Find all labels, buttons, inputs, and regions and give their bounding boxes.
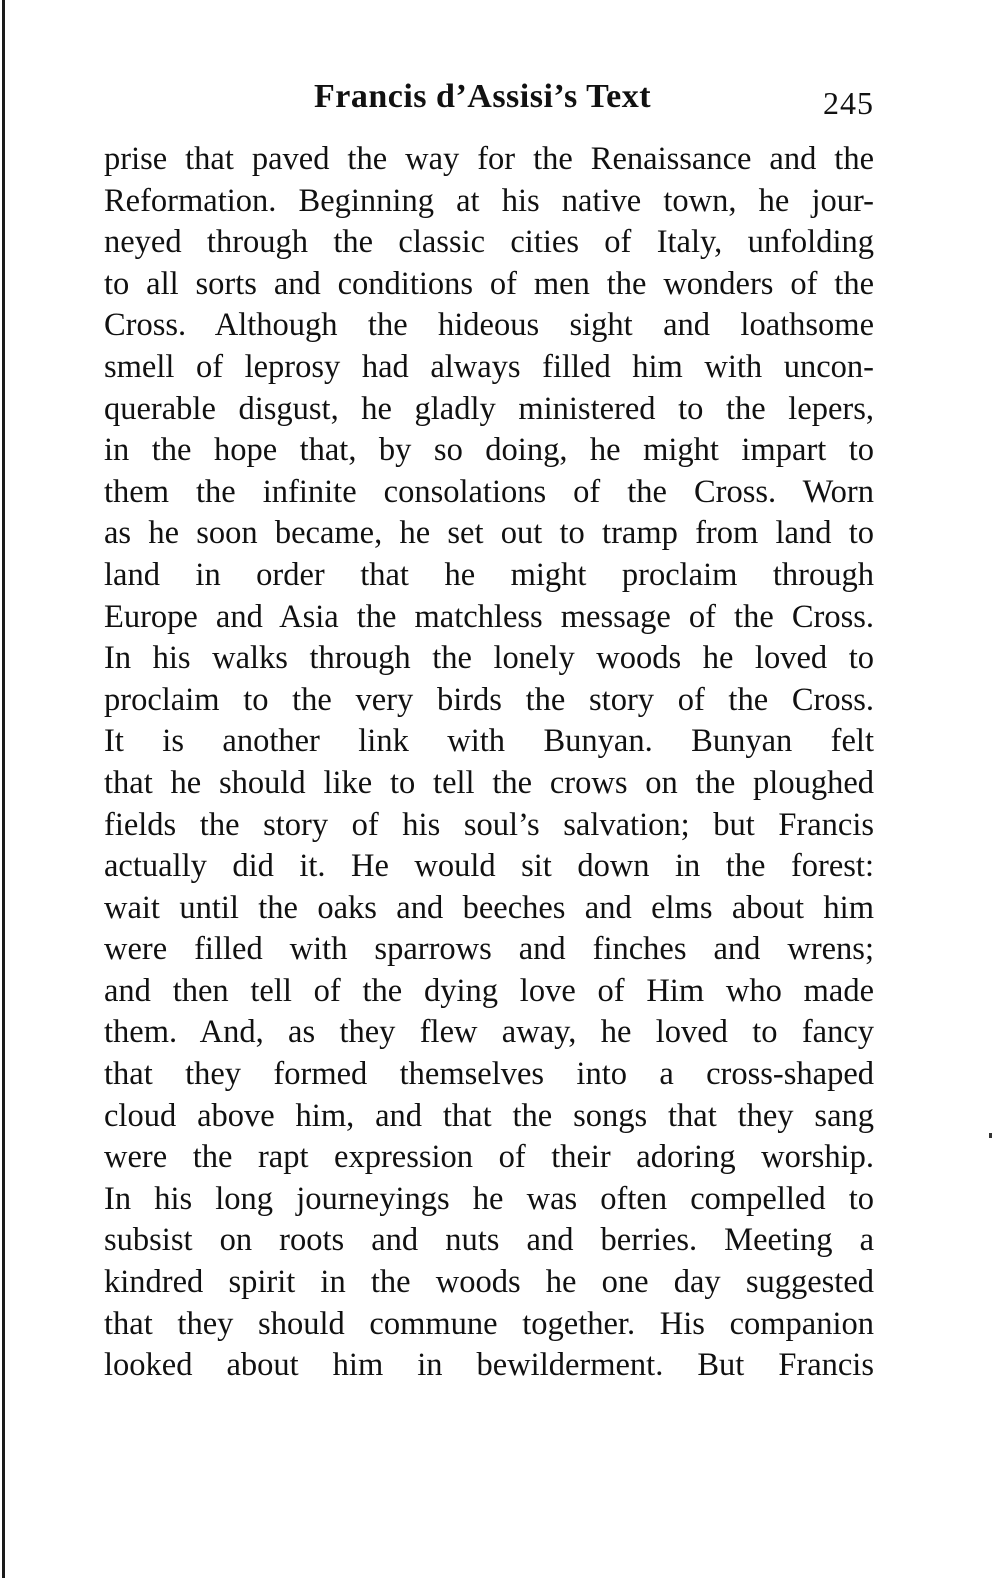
- text-line: them the infinite consolations of the Cross. Worn: [104, 473, 874, 510]
- ink-speck: [989, 1133, 992, 1138]
- text-line: kindred spirit in the woods he one day suggested: [104, 1264, 874, 1301]
- text-line: fields the story of his soul’s salvation; but Francis: [104, 806, 874, 843]
- text-line: to all sorts and conditions of men the wonders of the: [104, 265, 874, 302]
- text-line: querable disgust, he gladly ministered to the lepers,: [104, 390, 874, 427]
- text-line: that he should like to tell the crows on the ploughed: [104, 764, 874, 801]
- running-title: Francis d’Assisi’s Text: [314, 78, 652, 115]
- text-line: It is another link with Bunyan. Bunyan felt: [104, 723, 874, 760]
- page-edge-rule: [2, 0, 5, 1578]
- text-line: Cross. Although the hideous sight and loathsome: [104, 307, 874, 344]
- text-line: looked about him in bewilderment. But Francis: [104, 1347, 874, 1384]
- text-line: them. And, as they flew away, he loved to fancy: [104, 1014, 874, 1051]
- text-line: were filled with sparrows and finches and wrens;: [104, 931, 874, 968]
- text-line: cloud above him, and that the songs that they sang: [104, 1097, 874, 1134]
- text-line: as he soon became, he set out to tramp from land to: [104, 515, 874, 552]
- text-line: Reformation. Beginning at his native town, he jour-: [104, 182, 874, 219]
- text-line: In his long journeyings he was often compelled to: [104, 1180, 874, 1217]
- text-line: subsist on roots and nuts and berries. Meeting a: [104, 1222, 874, 1259]
- text-line: proclaim to the very birds the story of the Cross.: [104, 681, 874, 718]
- text-line: smell of leprosy had always filled him with uncon-: [104, 348, 874, 385]
- text-line: that they should commune together. His companion: [104, 1305, 874, 1342]
- text-line: In his walks through the lonely woods he loved to: [104, 640, 874, 677]
- text-line: actually did it. He would sit down in the forest:: [104, 848, 874, 885]
- text-line: were the rapt expression of their adoring worship.: [104, 1139, 874, 1176]
- text-line: land in order that he might proclaim through: [104, 556, 874, 593]
- body-text: [104, 139, 874, 1387]
- text-line: Europe and Asia the matchless message of the Cross.: [104, 598, 874, 635]
- text-line: in the hope that, by so doing, he might impart to: [104, 432, 874, 469]
- page-header: [104, 72, 874, 122]
- page-number: 245: [823, 85, 874, 121]
- text-line: wait until the oaks and beeches and elms about him: [104, 889, 874, 926]
- text-line: and then tell of the dying love of Him who made: [104, 972, 874, 1009]
- text-line: that they formed themselves into a cross-shaped: [104, 1056, 874, 1093]
- text-line: neyed through the classic cities of Italy, unfolding: [104, 224, 874, 261]
- text-line: prise that paved the way for the Renaissance and the: [104, 141, 874, 177]
